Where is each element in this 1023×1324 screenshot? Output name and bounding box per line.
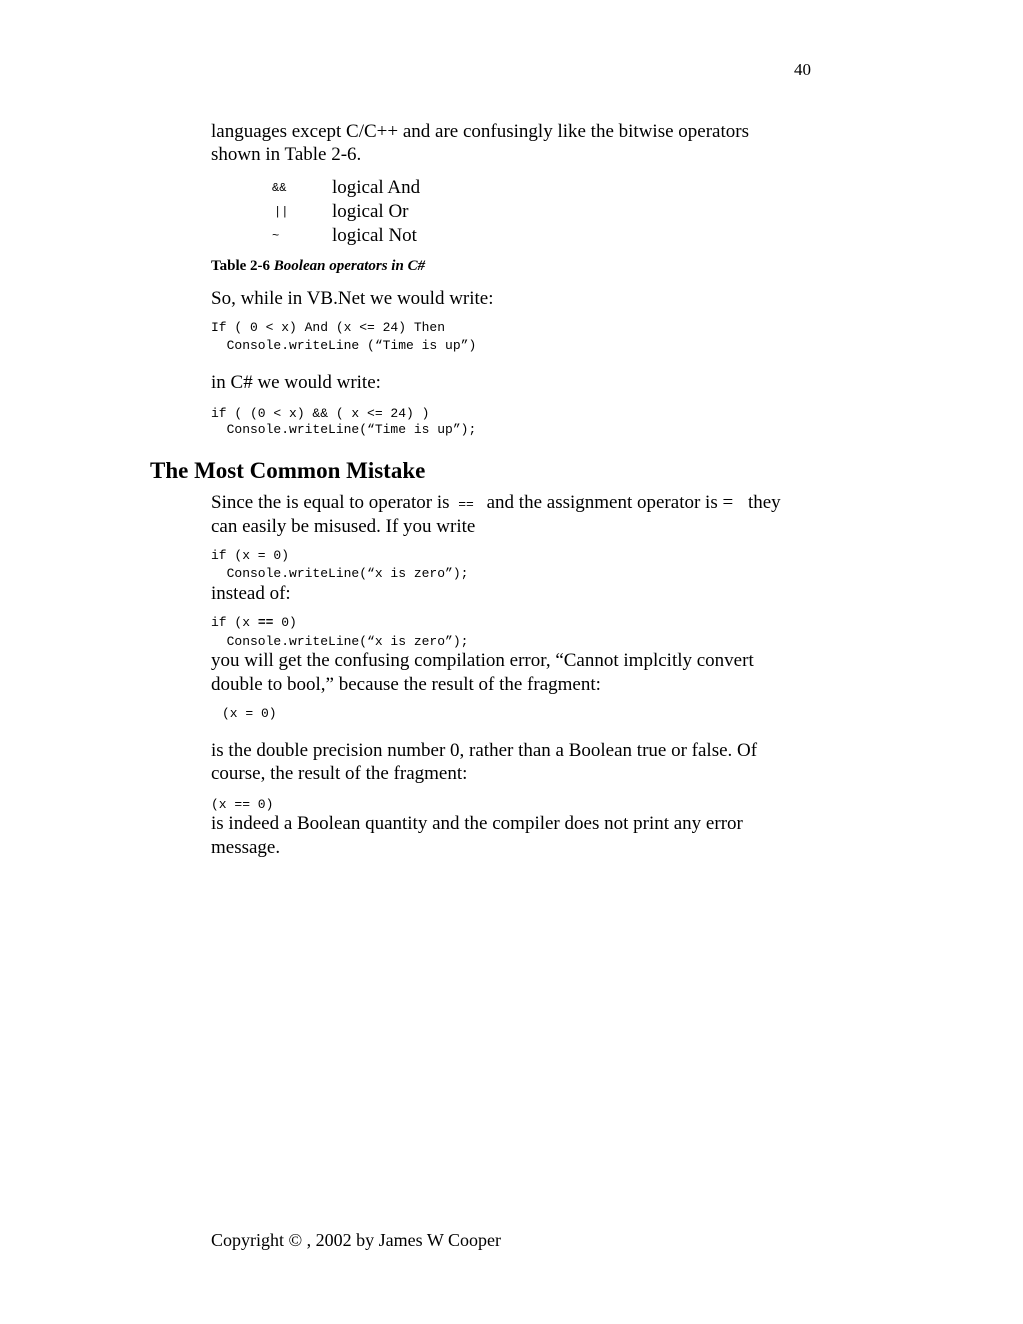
text-run: Since the is equal to operator is [211, 492, 450, 513]
copyright-footer: Copyright © , 2002 by James W Cooper [211, 1230, 501, 1250]
code-line: If ( 0 < x) And (x <= 24) Then [211, 320, 446, 335]
table-caption [211, 258, 425, 275]
inline-operator: == [458, 497, 474, 512]
code-fragment: (x = 0) [222, 706, 277, 721]
page-number: 40 [794, 60, 811, 79]
paragraph-line: double to bool,” because the result of the fragment: [211, 674, 601, 695]
instead-of: instead of: [211, 583, 291, 604]
paragraph-line [211, 491, 781, 516]
operator-meaning: logical And [332, 177, 421, 198]
operator-symbol: || [274, 205, 289, 219]
paragraph-line: course, the result of the fragment: [211, 763, 468, 784]
caption-title: Boolean operators in C# [273, 258, 426, 274]
code-operator: == [257, 615, 274, 630]
operator-meaning: logical Or [332, 201, 409, 222]
text-run: and the assignment operator is = [486, 492, 734, 513]
code-fragment: (x == 0) [211, 797, 274, 812]
code-line: if (x = 0) [211, 548, 290, 563]
paragraph-line: you will get the confusing compilation error, “Cannot implcitly convert [211, 650, 754, 671]
code-line: Console.writeLine(“x is zero”); [211, 634, 469, 649]
caption-label: Table 2-6 [211, 258, 271, 274]
code-line: Console.writeLine(“x is zero”); [211, 566, 469, 581]
vb-intro: So, while in VB.Net we would write: [211, 288, 494, 309]
code-line [211, 614, 297, 632]
paragraph-line: can easily be misused. If you write [211, 516, 476, 537]
code-run: if (x [211, 615, 258, 630]
operator-symbol: && [272, 181, 287, 195]
paragraph-line: shown in Table 2-6. [211, 144, 362, 165]
code-run: 0) [273, 615, 297, 630]
code-line: Console.writeLine (“Time is up”) [211, 338, 477, 353]
paragraph-line: is the double precision number 0, rather than a Boolean true or false. Of [211, 740, 758, 761]
paragraph-line: languages except C/C++ and are confusingly like the bitwise operators [211, 121, 749, 142]
operator-meaning: logical Not [332, 225, 417, 246]
text-run: they [747, 492, 781, 513]
paragraph-line: is indeed a Boolean quantity and the compiler does not print any error [211, 813, 743, 834]
paragraph-line: message. [211, 837, 281, 858]
section-heading: The Most Common Mistake [150, 458, 426, 483]
operator-symbol: ~ [272, 229, 280, 243]
code-line: Console.writeLine(“Time is up”); [211, 422, 477, 437]
cs-intro: in C# we would write: [211, 372, 381, 393]
code-line: if ( (0 < x) && ( x <= 24) ) [211, 406, 430, 421]
